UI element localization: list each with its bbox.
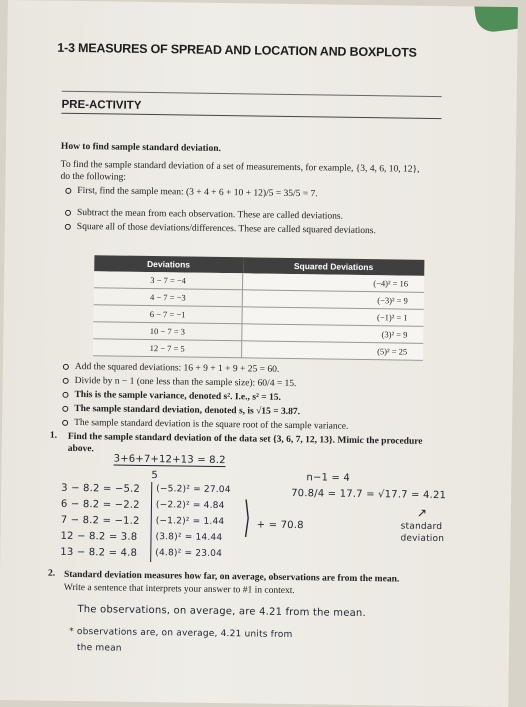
hw-standard: standard	[400, 521, 443, 533]
hw-n-minus-1: n−1 = 4	[306, 472, 351, 484]
step-divide: Divide by n − 1 (one less than the sample size): 60/4 = 15.	[63, 375, 297, 390]
bullet-icon	[65, 210, 71, 216]
hw-deviation: deviation	[400, 533, 445, 545]
bullet-icon	[63, 378, 69, 384]
table-header-deviations: Deviations	[94, 255, 243, 273]
pre-activity-title: PRE-ACTIVITY	[61, 99, 441, 119]
intro-line-2: do the following:	[60, 171, 127, 183]
hw-answer-line-3: the mean	[76, 643, 122, 654]
step-subtract: Subtract the mean from each observation. These are called deviations.	[65, 207, 343, 223]
step-variance: This is the sample variance, denoted s². I.e., s² = 15.	[62, 389, 281, 404]
step-sqrt: The sample standard deviation is the square root of the sample variance.	[62, 417, 348, 433]
hw-square-5: (4.8)² = 23.04	[155, 548, 223, 560]
section-heading: 1-3 MEASURES OF SPREAD AND LOCATION AND BOXPLOTS	[57, 40, 417, 60]
hw-variance: 70.8/4 = 17.7 = √17.7 = 4.21	[291, 488, 447, 502]
step-std: The sample standard deviation, denoted s, is √15 = 3.87.	[62, 403, 300, 418]
table-row: 6 − 7 = −1 (−1)² = 1	[94, 305, 424, 327]
table-row: 10 − 7 = 3 (3)² = 9	[93, 322, 423, 344]
divider-line	[62, 91, 442, 97]
question-1-number: 1.	[49, 430, 58, 441]
step-add: Add the squared deviations: 16 + 9 + 1 + 9 + 25 = 60.	[63, 361, 280, 376]
bullet-icon	[65, 224, 71, 230]
bullet-icon	[63, 364, 69, 370]
question-2-number: 2.	[47, 568, 56, 579]
table-row: 3 − 7 = −4 (−4)² = 16	[94, 271, 424, 292]
hw-deviation-1: 3 − 8.2 = −5.2	[61, 482, 141, 495]
question-2-line-2: Write a sentence that interprets your answer to #1 in context.	[63, 582, 295, 597]
hw-brace: ⟩	[243, 492, 251, 542]
table-header-squared: Squared Deviations	[243, 257, 425, 276]
hw-square-1: (−5.2)² = 27.04	[156, 484, 231, 496]
hw-square-3: (−1.2)² = 1.44	[155, 516, 225, 528]
hw-arrow-icon: ↗	[416, 505, 428, 520]
hw-sum: + = 70.8	[256, 519, 304, 532]
question-1-line-2: above.	[67, 443, 94, 455]
step-mean: First, find the sample mean: (3 + 4 + 6 + 10 + 12)/5 = 35/5 = 7.	[65, 185, 317, 201]
hw-divider	[150, 482, 152, 562]
how-to-title: How to find sample standard deviation.	[60, 141, 221, 154]
question-1-line-1: Find the sample standard deviation of the data set {3, 6, 7, 12, 13}. Mimic the procedure	[67, 431, 423, 447]
hw-deviation-3: 7 − 8.2 = −1.2	[60, 514, 140, 527]
step-square: Square all of those deviations/differences. These are called squared deviations.	[65, 221, 376, 237]
intro-line-1: To find the sample standard deviation of a set of measurements, for example, {3, 4, 6, 10, 12},	[60, 159, 420, 175]
bullet-icon	[62, 420, 68, 426]
table-row: 4 − 7 = −3 (−3)² = 9	[94, 288, 424, 310]
hw-mean-denominator: 5	[151, 470, 159, 482]
hw-deviation-5: 13 − 8.2 = 4.8	[60, 546, 138, 559]
table-row: 12 − 7 = 5 (5)² = 25	[93, 339, 423, 361]
hw-answer-line-1: The observations, on average, are 4.21 from the mean.	[77, 604, 366, 620]
hw-answer-line-2: * observations are, on average, 4.21 units from	[69, 626, 293, 641]
hw-deviation-2: 6 − 8.2 = −2.2	[60, 498, 140, 511]
hw-square-2: (−2.2)² = 4.84	[155, 500, 225, 512]
bullet-icon	[62, 406, 68, 412]
hw-mean: 3+6+7+12+13 = 8.2	[113, 453, 226, 467]
bullet-icon	[65, 188, 71, 194]
bullet-icon	[62, 392, 68, 398]
green-tab-corner	[474, 0, 518, 34]
deviations-table	[93, 255, 424, 361]
hw-deviation-4: 12 − 8.2 = 3.8	[60, 530, 138, 543]
question-2-line-1: Standard deviation measures how far, on average, observations are from the mean.	[63, 569, 400, 585]
hw-square-4: (3.8)² = 14.44	[155, 532, 223, 544]
